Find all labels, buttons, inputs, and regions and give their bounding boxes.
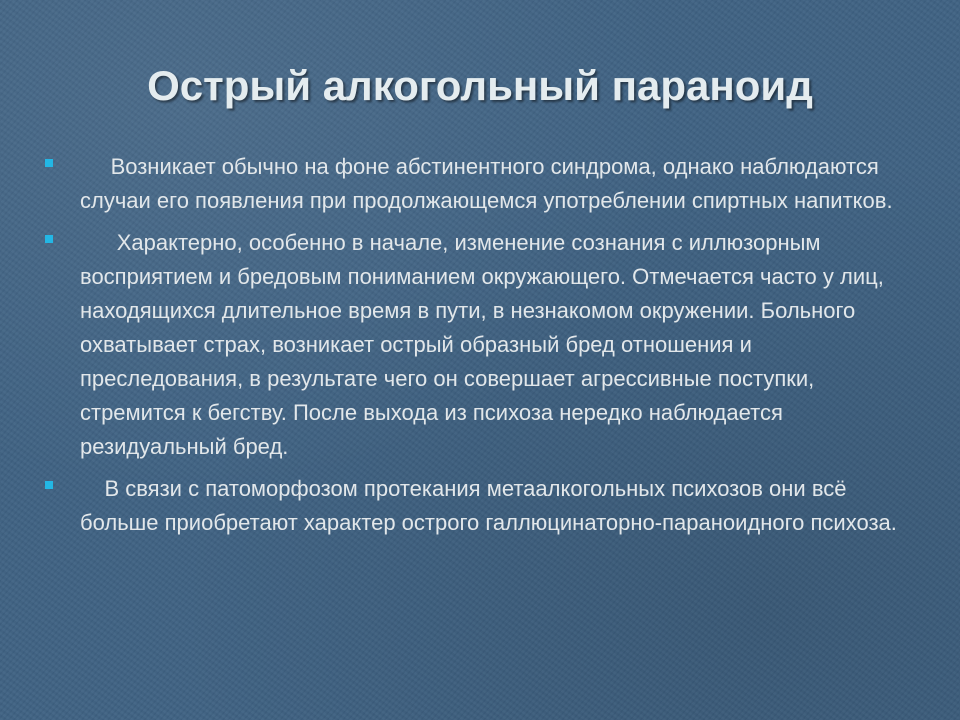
square-bullet-icon (45, 235, 53, 243)
slide-title: Острый алкогольный параноид (147, 62, 813, 109)
square-bullet-icon (45, 481, 53, 489)
bullet-item (40, 226, 900, 464)
bullet-text: Возникает обычно на фоне абстинентного синдрома, однако наблюдаются случаи его появления при продолжающемся употреблении спиртных напитков. (80, 154, 893, 213)
bullet-item (40, 472, 900, 540)
bullet-text: Характерно, особенно в начале, изменение сознания с иллюзорным восприятием и бредовым пониманием окружающего. Отмечается часто у лиц, находящихся длительное время в пути, в незнакомом окружении. Больного охватывает страх, возникает острый образный бред отношения и преследования, в результате чего он совершает агрессивные поступки, стремится к бегству. После выхода из психоза нередко наблюдается резидуальный бред. (80, 230, 890, 459)
bullet-item (40, 150, 900, 218)
bullet-text: В связи с патоморфозом протекания метаалкогольных психозов они всё больше приобретают характер острого галлюцинаторно-параноидного психоза. (80, 476, 897, 535)
bullet-list (40, 150, 900, 548)
square-bullet-icon (45, 159, 53, 167)
